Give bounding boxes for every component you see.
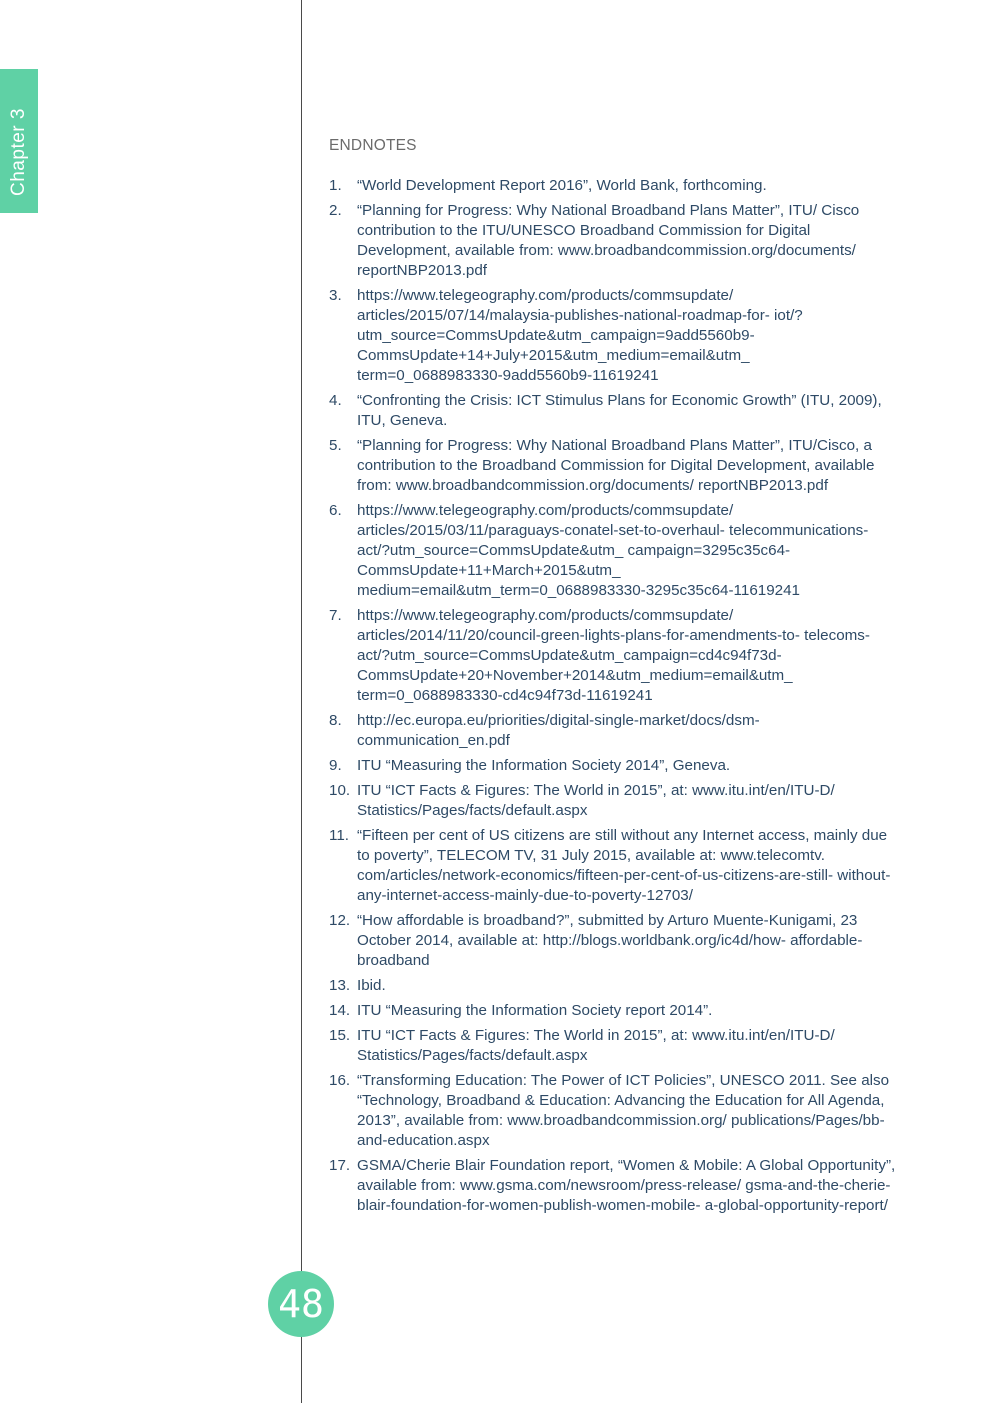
endnote-number: 6. (329, 502, 342, 519)
endnote-item (329, 1156, 899, 1216)
endnote-number: 8. (329, 712, 342, 729)
endnote-item (329, 501, 899, 601)
endnote-number: 12. (329, 912, 351, 929)
endnote-item (329, 1071, 899, 1151)
endnote-number: 7. (329, 607, 342, 624)
endnote-text: GSMA/Cherie Blair Foundation report, “Women & Mobile: A Global Opportunity”, available from: www.gsma.com/newsroom/press-release/ gsma-and-the-cherie-blair-foundation-for-women-publish-women-mobile- a-global-opportunity-report/ (357, 1157, 896, 1214)
endnote-number: 10. (329, 782, 351, 799)
endnote-number: 17. (329, 1157, 351, 1174)
endnote-number: 11. (329, 827, 349, 844)
endnote-item (329, 976, 899, 996)
page-number: 48 (278, 1282, 324, 1326)
endnote-item (329, 1001, 899, 1021)
endnote-item (329, 436, 899, 496)
endnote-text: “Planning for Progress: Why National Broadband Plans Matter”, ITU/Cisco, a contribution to the Broadband Commission for Digital Development, available from: www.broadbandcommission.org/documents/ reportNBP2013.pdf (357, 437, 875, 494)
endnote-text: ITU “ICT Facts & Figures: The World in 2015”, at: www.itu.int/en/ITU-D/ Statistics/Pages/facts/default.aspx (357, 782, 835, 819)
endnote-item (329, 286, 899, 386)
endnote-item (329, 756, 899, 776)
endnote-number: 1. (329, 177, 342, 194)
endnote-number: 4. (329, 392, 342, 409)
section-heading: ENDNOTES (329, 137, 417, 154)
endnote-number: 16. (329, 1072, 351, 1089)
endnote-text: “World Development Report 2016”, World Bank, forthcoming. (357, 177, 767, 194)
endnote-item (329, 606, 899, 706)
endnote-number: 15. (329, 1027, 351, 1044)
endnote-text: “How affordable is broadband?”, submitted by Arturo Muente-Kunigami, 23 October 2014, available at: http://blogs.worldbank.org/ic4d/how- affordable-broadband (357, 912, 863, 969)
endnote-item (329, 711, 899, 751)
endnote-text: “Confronting the Crisis: ICT Stimulus Plans for Economic Growth” (ITU, 2009), ITU, Geneva. (357, 392, 882, 429)
endnote-item (329, 911, 899, 971)
endnotes-list (329, 176, 899, 1221)
endnote-text: “Planning for Progress: Why National Broadband Plans Matter”, ITU/ Cisco contribution to the ITU/UNESCO Broadband Commission for Digital Development, available from: www.broadbandcommission.org/documents/ reportNBP2013.pdf (357, 202, 860, 279)
endnote-text: ITU “Measuring the Information Society 2014”, Geneva. (357, 757, 731, 774)
endnote-number: 14. (329, 1002, 351, 1019)
chapter-label: Chapter 3 (8, 108, 29, 196)
endnote-number: 3. (329, 287, 342, 304)
endnote-text: https://www.telegeography.com/products/commsupdate/ articles/2015/03/11/paraguays-conatel-set-to-overhaul- telecommunications-act/?utm_source=CommsUpdate&utm_ campaign=3295c35c64-CommsUpdate+11+March+2015&utm_ medium=email&utm_term=0_0688983330-3295c35c64-11619241 (357, 502, 869, 599)
endnote-number: 9. (329, 757, 342, 774)
endnote-number: 5. (329, 437, 342, 454)
endnote-text: “Transforming Education: The Power of ICT Policies”, UNESCO 2011. See also “Technology, Broadband & Education: Advancing the Education for All Agenda, 2013”, available from: www.broadbandcommission.org/ publications/Pages/bb-and-education.aspx (357, 1072, 890, 1149)
vertical-divider (301, 0, 302, 1403)
endnote-item (329, 176, 899, 196)
endnote-item (329, 201, 899, 281)
endnote-text: http://ec.europa.eu/priorities/digital-single-market/docs/dsm- communication_en.pdf (357, 712, 760, 749)
page-number-badge (268, 1271, 334, 1337)
endnote-item (329, 391, 899, 431)
endnote-number: 2. (329, 202, 342, 219)
endnote-text: Ibid. (357, 977, 386, 994)
endnote-text: ITU “Measuring the Information Society report 2014”. (357, 1002, 713, 1019)
endnote-number: 13. (329, 977, 351, 994)
endnote-text: https://www.telegeography.com/products/commsupdate/ articles/2015/07/14/malaysia-publishes-national-roadmap-for- iot/?utm_source=CommsUpdate&utm_campaign=9add5560b9- CommsUpdate+14+July+2015&utm_medium=email&utm_ term=0_0688983330-9add5560b9-11619241 (357, 287, 803, 384)
endnote-text: ITU “ICT Facts & Figures: The World in 2015”, at: www.itu.int/en/ITU-D/ Statistics/Pages/facts/default.aspx (357, 1027, 835, 1064)
endnote-text: “Fifteen per cent of US citizens are still without any Internet access, mainly due to poverty”, TELECOM TV, 31 July 2015, available at: www.telecomtv. com/articles/network-economics/fifteen-per-cent-of-us-citizens-are-still- without-any-internet-access-mainly-due-to-poverty-12703/ (357, 827, 891, 904)
endnote-text: https://www.telegeography.com/products/commsupdate/ articles/2014/11/20/council-green-lights-plans-for-amendments-to- telecoms-act/?utm_source=CommsUpdate&utm_campaign=cd4c94f73d- CommsUpdate+20+November+2014&utm_medium=email&utm_ term=0_0688983330-cd4c94f73d-11619241 (357, 607, 870, 704)
endnote-item (329, 826, 899, 906)
endnote-item (329, 1026, 899, 1066)
endnote-item (329, 781, 899, 821)
